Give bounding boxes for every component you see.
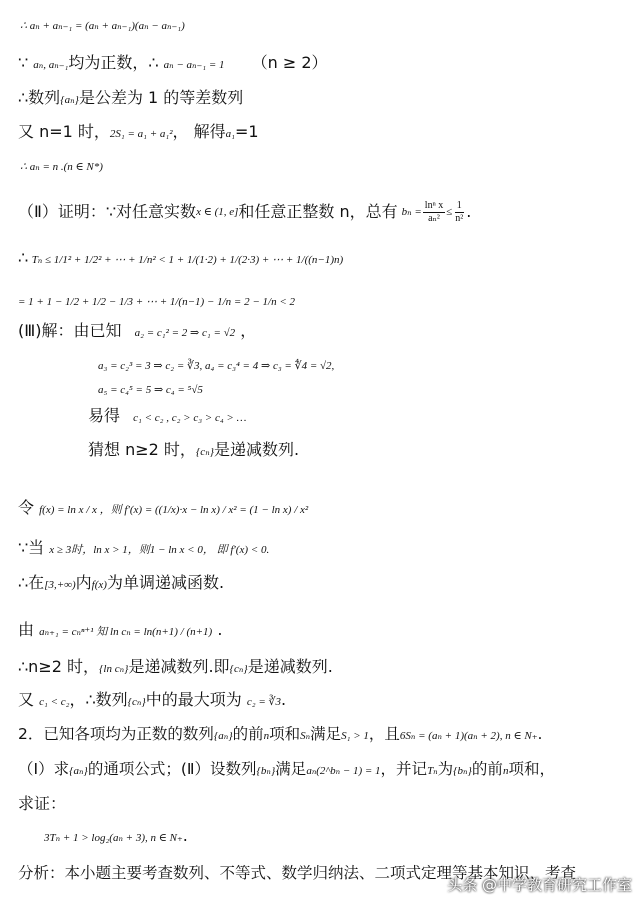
formula-an: ∴ aₙ = n .(n ∈ N*) (20, 161, 103, 173)
line-3: ∴数列{aₙ}是公差为 1 的等差数列 (18, 88, 244, 107)
line-18: ∴n≥2 时，{ln cₙ}是递减数列.即{cₙ}是递减数列. (18, 657, 333, 676)
line-23: 3Tₙ + 1 > log₂(aₙ + 3), n ∈ N₊. (44, 826, 188, 845)
line-8 (18, 292, 295, 308)
line-19: 又 c₁ < c₂，∴数列{cₙ}中的最大项为 c₂ = ∛3. (18, 690, 287, 709)
line-20: 2．已知各项均为正数的数列{aₙ}的前n项和Sₙ满足S₁ > 1，且6Sₙ = (aₙ + 1)(aₙ + 2), n ∈ N₊. (18, 725, 543, 743)
line-9: (Ⅲ)解：由已知 a₂ = c₁² = 2 ⇒ c₁ = √2 ， (18, 321, 257, 340)
line-17: 由 aₙ₊₁ = cₙⁿ⁺¹ 知 ln cₙ = ln(n+1) / (n+1) . (18, 620, 223, 639)
formula-fx: f(x) = ln x / x ，则 f′(x) = ((1/x)·x − ln x) / x² = (1 − ln x) / x² (39, 504, 309, 516)
line-22: 求证： (18, 794, 67, 813)
line-21: （Ⅰ）求{aₙ}的通项公式；(Ⅱ）设数列{bₙ}满足aₙ(2^bₙ − 1) = 1，并记Tₙ为{bₙ}的前n项和， (18, 760, 555, 778)
line-7: ∴ Tₙ ≤ 1/1² + 1/2² + ⋯ + 1/n² < 1 + 1/(1·2) + 1/(2·3) + ⋯ + 1/((n−1)n) (18, 248, 344, 267)
line-2: ∵ aₙ, aₙ₋₁均为正数，∴ aₙ − aₙ₋₁ = 1 （n ≥ 2） (18, 53, 328, 72)
formula-recurrence: ∴ aₙ + aₙ₋₁ = (aₙ + aₙ₋₁)(aₙ − aₙ₋₁) (20, 20, 185, 32)
fraction-bn: $\frac{\text{lnⁿ x}}{\text{aₙ²}}$ (424, 200, 444, 224)
fraction-1-over-n2: $\frac{1}{\text{n²}}$ (455, 200, 464, 224)
line-10: a₃ = c₂³ = 3 ⇒ c₂ = ∛3, a₄ = c₃⁴ = 4 ⇒ c₃ = ∜4 = √2, (98, 360, 335, 372)
line-1 (20, 16, 185, 32)
line-13: 猜想 n≥2 时，{cₙ}是递减数列. (88, 440, 300, 459)
line-16: ∴在[3,+∞)内f(x)为单调递减函数. (18, 573, 225, 592)
line-14: 令 f(x) = ln x / x ，则 f′(x) = ((1/x)·x − ln x) / x² = (1 − ln x) / x² (18, 498, 309, 517)
line-15: ∵当 x ≥ 3时，ln x > 1，则1 − ln x < 0， 即 f′(x) < 0. (18, 538, 270, 557)
line-4: 又 n=1 时，2S₁ = a₁ + a₁²， 解得a₁=1 (18, 122, 259, 141)
watermark: 头条 @中学教育研究工作室 (447, 876, 632, 894)
line-11: a₅ = c₄⁵ = 5 ⇒ c₄ = ⁵√5 (98, 384, 203, 396)
line-12: 易得 c₁ < c₂ , c₂ > c₃ > c₄ > … (88, 406, 247, 425)
line-24: 分析：本小题主要考查数列、不等式、数学归纳法、二项式定理等基本知识，考查 (18, 864, 577, 882)
line-5 (20, 157, 103, 173)
formula-tn-bound: Tₙ ≤ 1/1² + 1/2² + ⋯ + 1/n² < 1 + 1/(1·2) + 1/(2·3) + ⋯ + 1/((n−1)n) (31, 254, 344, 266)
line-6: （Ⅱ）证明：∵对任意实数 x ∈ (1, e] 和任意正整数 n，总有 bₙ = $\frac{\text{lnⁿ x}}{\text{aₙ²}}$ ≤ $\frac{1}{\text{n²}}$ . (18, 200, 472, 224)
formula-telescoping: = 1 + 1 − 1/2 + 1/2 − 1/3 + ⋯ + 1/(n−1) − 1/n = 2 − 1/n < 2 (18, 296, 295, 308)
